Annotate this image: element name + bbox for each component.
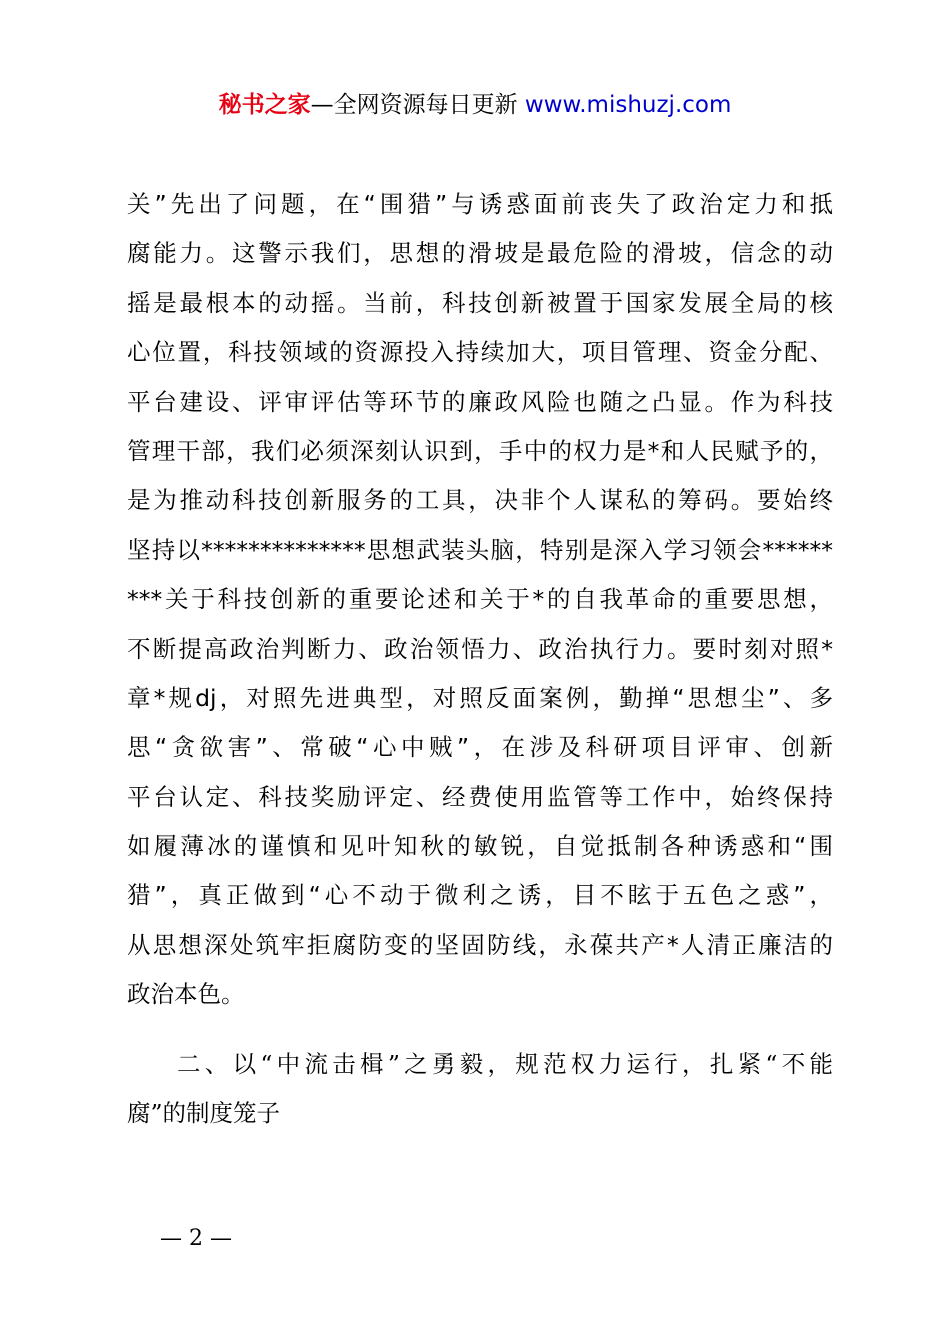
paragraph-line: 猎”，真正做到“心不动于微利之诱，目不眩于五色之惑”，: [127, 881, 833, 910]
site-header: [0, 88, 950, 122]
paragraph-line: 如履薄冰的谨慎和见叶知秋的敏锐，自觉抵制各种诱惑和“围: [127, 832, 833, 861]
paragraph-line: 关”先出了问题，在“围猎”与诱惑面前丧失了政治定力和抵: [127, 190, 833, 218]
section-heading-line: 二、以“中流击楫”之勇毅，规范权力运行，扎紧“不能: [177, 1050, 833, 1078]
header-tagline: —全网资源每日更新: [310, 92, 525, 118]
paragraph-line: 腐能力。这警示我们，思想的滑坡是最危险的滑坡，信念的动: [127, 239, 833, 268]
paragraph-line: 平台建设、评审评估等环节的廉政风险也随之凸显。作为科技: [127, 387, 833, 416]
paragraph-line: ***关于科技创新的重要论述和关于*的自我革命的重要思想，: [127, 585, 833, 614]
section-heading-line: 腐”的制度笼子: [127, 1099, 281, 1127]
paragraph-line: 不断提高政治判断力、政治领悟力、政治执行力。要时刻对照*: [127, 634, 833, 663]
paragraph-line: 政治本色。: [127, 980, 245, 1009]
paragraph-line: 章*规dj，对照先进典型，对照反面案例，勤掸“思想尘”、多: [127, 683, 833, 712]
page-number: — 2 —: [160, 1226, 232, 1251]
paragraph-line: 思“贪欲害”、常破“心中贼”，在涉及科研项目评审、创新: [127, 733, 833, 762]
paragraph-line: 平台认定、科技奖励评定、经费使用监管等工作中，始终保持: [127, 782, 833, 811]
paragraph-line: 从思想深处筑牢拒腐防变的坚固防线，永葆共产*人清正廉洁的: [127, 930, 833, 959]
paragraph-line: 摇是最根本的动摇。当前，科技创新被置于国家发展全局的核: [127, 288, 833, 317]
paragraph-line: 是为推动科技创新服务的工具，决非个人谋私的筹码。要始终: [127, 486, 833, 515]
body-paragraph: [127, 180, 833, 1020]
brand-name: 秘书之家: [218, 92, 311, 118]
paragraph-line: 心位置，科技领域的资源投入持续加大，项目管理、资金分配、: [127, 338, 833, 367]
site-url-link[interactable]: www.mishuzj.com: [524, 92, 732, 118]
section-heading: [127, 1040, 833, 1138]
paragraph-line: 坚持以**************思想武装头脑，特别是深入学习领会******: [127, 535, 833, 564]
paragraph-line: 管理干部，我们必须深刻认识到，手中的权力是*和人民赋予的，: [127, 436, 833, 465]
